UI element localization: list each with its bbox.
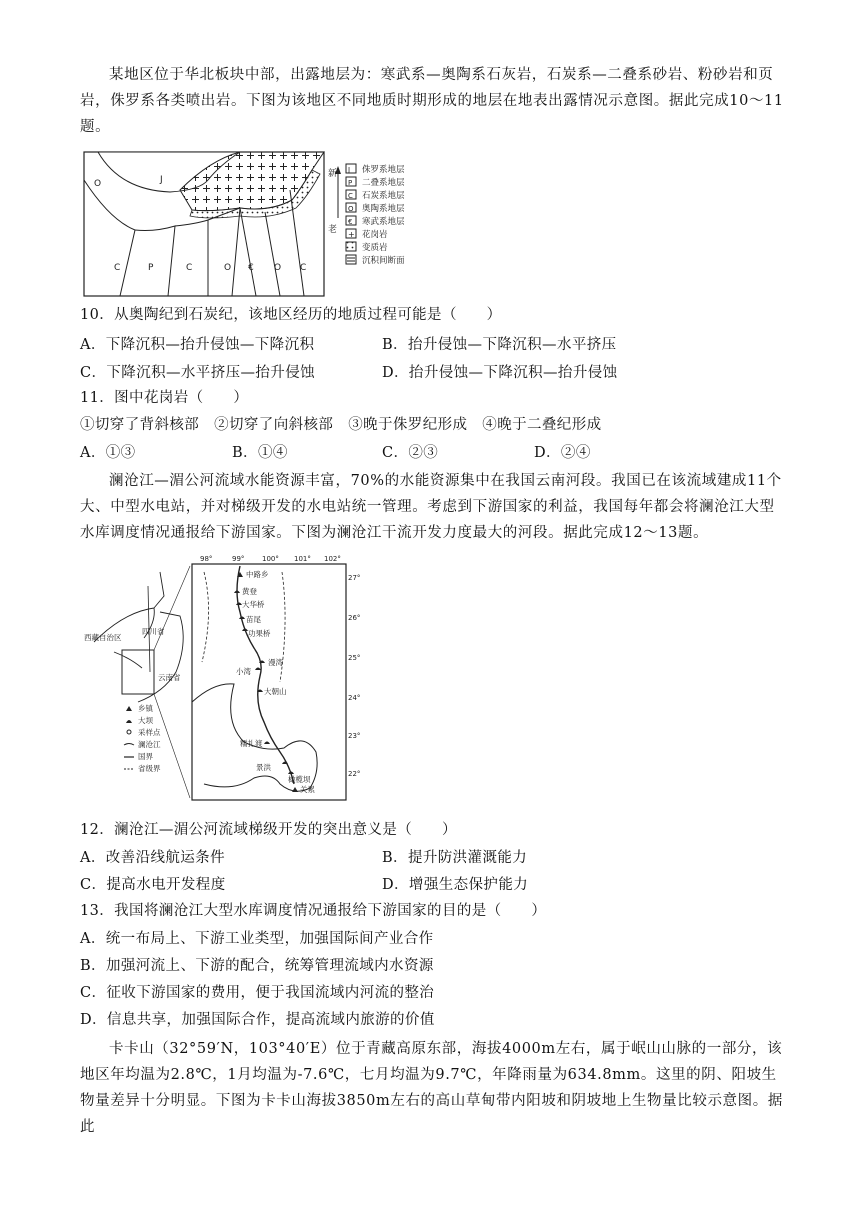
legend-sym-4: O <box>348 205 354 213</box>
zone-label-7: € <box>248 263 254 273</box>
zone-label-3: C <box>114 263 121 273</box>
zone-label-9: C <box>300 263 307 273</box>
station-nuozhadu: 糯扎渡 <box>240 739 263 748</box>
q10-option-a[interactable]: A．下降沉积—抬升侵蚀—下降沉积 <box>80 337 315 353</box>
q10-stem: 10．从奥陶纪到石炭纪，该地区经历的地质过程可能是（ ） <box>80 307 502 323</box>
legend-label-6: 花岗岩 <box>362 230 388 240</box>
lat-24: 24° <box>348 694 361 702</box>
station-jinghong: 景洪 <box>256 763 271 772</box>
lon-99: 99° <box>232 555 245 563</box>
age-axis <box>328 166 341 235</box>
river-legend <box>124 703 161 773</box>
legend-label-5: 寒武系地层 <box>362 217 405 227</box>
station-xiaowan: 小湾 <box>236 667 251 676</box>
station-zhongluxiang: 中路乡 <box>246 570 269 579</box>
legend-sym-3: C <box>348 192 353 200</box>
region-yunnan: 云南省 <box>158 673 181 682</box>
legend-river: 澜沧江 <box>138 740 161 749</box>
q13-option-d[interactable]: D．信息共享，加强国际合作，提高流域内旅游的价值 <box>80 1012 435 1028</box>
station-dahuaqiao: 大华桥 <box>242 600 265 609</box>
station-ganlanba: 橄榄坝 <box>288 775 311 784</box>
region-sichuan: 四川省 <box>142 627 165 636</box>
legend-label-1: 侏罗系地层 <box>362 165 405 175</box>
zone-label-5: C <box>186 263 193 273</box>
legend-sample: 采样点 <box>138 728 161 737</box>
legend-dam: 大坝 <box>138 716 153 725</box>
zone-label-6: O <box>224 263 232 273</box>
lancang-map <box>84 552 374 804</box>
q13-option-c[interactable]: C．征收下游国家的费用，便于我国流域内河流的整治 <box>80 985 435 1001</box>
geology-legend <box>346 164 405 266</box>
geology-figure <box>80 150 430 304</box>
lat-25: 25° <box>348 654 361 662</box>
legend-sym-6: + <box>348 230 355 239</box>
zone-label-4: P <box>148 263 154 273</box>
zone-label-1: O <box>94 179 102 189</box>
q13-stem: 13．我国将澜沧江大型水库调度情况通报给下游国家的目的是（ ） <box>80 903 547 919</box>
legend-sym-1: J <box>348 166 351 174</box>
q11-option-b[interactable]: B．①④ <box>232 445 288 461</box>
lon-102: 102° <box>324 555 341 563</box>
legend-town: 乡镇 <box>138 704 153 713</box>
legend-label-2: 二叠系地层 <box>362 178 405 188</box>
station-miaowei: 苗尾 <box>246 615 261 624</box>
q13-option-b[interactable]: B．加强河流上、下游的配合，统筹管理流域内水资源 <box>80 958 434 974</box>
q11-option-c[interactable]: C．②③ <box>382 445 439 461</box>
lon-98: 98° <box>200 555 213 563</box>
q13-option-a[interactable]: A．统一布局上、下游工业类型，加强国际间产业合作 <box>80 931 434 947</box>
overview-map <box>84 566 190 798</box>
q11-option-a[interactable]: A．①③ <box>80 445 136 461</box>
station-dachaoshan: 大朝山 <box>264 687 287 696</box>
geology-map <box>80 150 430 300</box>
q11-option-d[interactable]: D．②④ <box>534 445 591 461</box>
legend-label-7: 变质岩 <box>362 243 388 253</box>
lon-100: 100° <box>262 555 279 563</box>
q12-stem: 12．澜沧江—湄公河流域梯级开发的突出意义是（ ） <box>80 822 457 838</box>
legend-sym-2: P <box>348 179 353 187</box>
q10-option-b[interactable]: B．抬升侵蚀—下降沉积—水平挤压 <box>382 337 617 353</box>
legend-label-8: 沉积间断面 <box>362 256 405 266</box>
q12-option-c[interactable]: C．提高水电开发程度 <box>80 877 226 893</box>
q10-option-d[interactable]: D．抬升侵蚀—下降沉积—抬升侵蚀 <box>382 365 618 381</box>
legend-label-3: 石炭系地层 <box>362 191 405 201</box>
intro-paragraph-3: 卡卡山（32°59′N，103°40′E）位于青藏高原东部，海拔4000m左右，属于岷山山脉的一部分，该地区年均温为2.8℃，1月均温为-7.6℃，七月均温为9.7℃，年降雨量为634.8mm。这里的阴、阳坡生物量差异十分明显。下图为卡卡山海拔3850m左右的高山草甸带内阳坡和阴坡地上生物量比较示意图。据此 <box>80 1041 783 1135</box>
legend-border: 国界 <box>138 752 153 761</box>
station-manwan: 漫湾 <box>268 658 283 667</box>
zone-label-8: O <box>274 263 282 273</box>
legend-province: 省级界 <box>138 764 161 773</box>
lat-27: 27° <box>348 574 361 582</box>
q10-option-c[interactable]: C．下降沉积—水平挤压—抬升侵蚀 <box>80 365 315 381</box>
legend-sym-5: € <box>348 218 353 226</box>
legend-label-4: 奥陶系地层 <box>362 204 405 214</box>
longitude-labels <box>200 555 341 563</box>
zone-label-2: J <box>160 175 163 185</box>
lat-23: 23° <box>348 732 361 740</box>
station-huangdeng: 黄登 <box>242 587 257 596</box>
q12-option-d[interactable]: D．增强生态保护能力 <box>382 877 529 893</box>
station-gongguoqiao: 功果桥 <box>248 629 271 638</box>
lancang-figure <box>84 552 374 808</box>
q11-stem: 11．图中花岗岩（ ） <box>80 390 249 406</box>
axis-old-label: 老 <box>328 225 338 235</box>
q12-option-b[interactable]: B．提升防洪灌溉能力 <box>382 850 528 866</box>
q12-option-a[interactable]: A．改善沿线航运条件 <box>80 850 225 866</box>
region-xizang: 西藏自治区 <box>84 633 122 642</box>
axis-new-label: 新 <box>328 169 338 179</box>
lon-101: 101° <box>294 555 311 563</box>
lat-22: 22° <box>348 770 361 778</box>
intro-paragraph-1: 某地区位于华北板块中部，出露地层为：寒武系—奥陶系石灰岩，石炭系—二叠系砂岩、粉砂岩和页岩，侏罗系各类喷出岩。下图为该地区不同地质时期形成的地层在地表出露情况示意图。据此完成10～11题。 <box>80 67 784 135</box>
q11-items: ①切穿了背斜核部 ②切穿了向斜核部 ③晚于侏罗纪形成 ④晚于二叠纪形成 <box>80 417 602 433</box>
lat-26: 26° <box>348 614 361 622</box>
station-guanlei: 关累 <box>300 785 315 794</box>
intro-paragraph-2: 澜沧江—湄公河流域水能资源丰富，70%的水能资源集中在我国云南河段。我国已在该流域建成11个大、中型水电站，并对梯级开发的水电站统一管理。考虑到下游国家的利益，我国每年都会将澜沧江大型水库调度情况通报给下游国家。下图为澜沧江干流开发力度最大的河段。据此完成12～13题。 <box>80 473 782 541</box>
inset-box <box>122 650 154 694</box>
latitude-labels <box>348 574 360 778</box>
